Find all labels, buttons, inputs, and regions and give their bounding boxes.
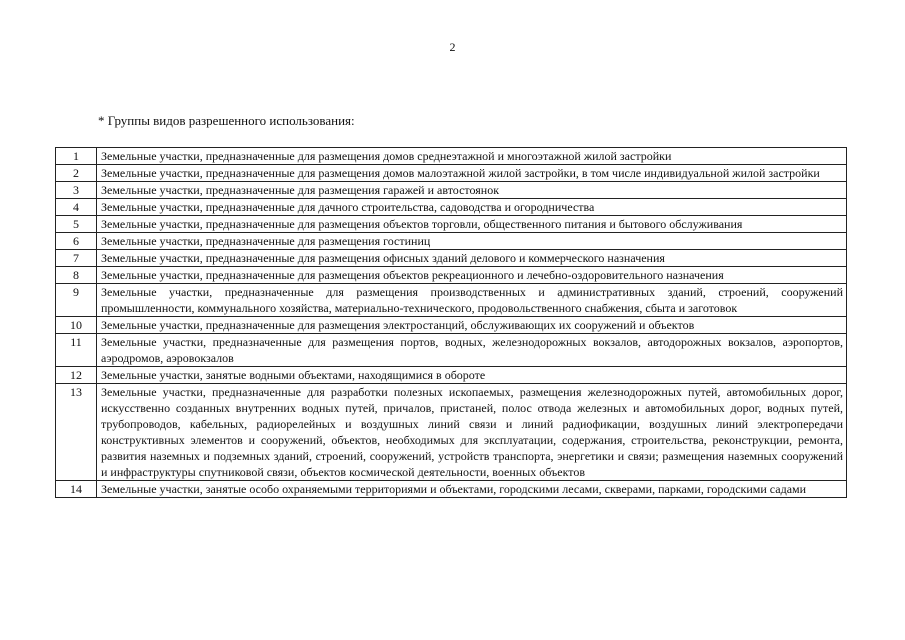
table-row bbox=[56, 267, 847, 284]
row-text: Земельные участки, занятые особо охраняемыми территориями и объектами, городскими лесами, скверами, парками, городскими садами bbox=[97, 481, 847, 498]
row-number: 13 bbox=[56, 384, 97, 481]
row-text: Земельные участки, предназначенные для размещения объектов торговли, общественного питания и бытового обслуживания bbox=[97, 216, 847, 233]
row-text: Земельные участки, предназначенные для размещения гаражей и автостоянок bbox=[97, 182, 847, 199]
table-row bbox=[56, 284, 847, 317]
row-text: Земельные участки, предназначенные для размещения домов малоэтажной жилой застройки, в том числе индивидуальной жилой застройки bbox=[97, 165, 847, 182]
row-number: 12 bbox=[56, 367, 97, 384]
table-row bbox=[56, 367, 847, 384]
row-text: Земельные участки, предназначенные для размещения домов среднеэтажной и многоэтажной жилой застройки bbox=[97, 148, 847, 165]
row-number: 8 bbox=[56, 267, 97, 284]
row-number: 6 bbox=[56, 233, 97, 250]
row-number: 7 bbox=[56, 250, 97, 267]
row-number: 14 bbox=[56, 481, 97, 498]
row-number: 1 bbox=[56, 148, 97, 165]
row-number: 3 bbox=[56, 182, 97, 199]
table-row bbox=[56, 317, 847, 334]
row-number: 10 bbox=[56, 317, 97, 334]
table-row bbox=[56, 182, 847, 199]
table-row bbox=[56, 165, 847, 182]
page-number: 2 bbox=[449, 40, 456, 54]
table-row bbox=[56, 216, 847, 233]
row-text: Земельные участки, предназначенные для размещения объектов рекреационного и лечебно-оздоровительного назначения bbox=[97, 267, 847, 284]
row-text: Земельные участки, предназначенные для дачного строительства, садоводства и огородничества bbox=[97, 199, 847, 216]
row-text: Земельные участки, предназначенные для размещения офисных зданий делового и коммерческого назначения bbox=[97, 250, 847, 267]
table-row bbox=[56, 250, 847, 267]
table-row bbox=[56, 199, 847, 216]
row-number: 4 bbox=[56, 199, 97, 216]
row-text: Земельные участки, предназначенные для размещения гостиниц bbox=[97, 233, 847, 250]
row-number: 9 bbox=[56, 284, 97, 317]
row-text: Земельные участки, предназначенные для размещения электростанций, обслуживающих их сооружений и объектов bbox=[97, 317, 847, 334]
row-text: Земельные участки, занятые водными объектами, находящимися в обороте bbox=[97, 367, 847, 384]
row-text: Земельные участки, предназначенные для разработки полезных ископаемых, размещения железнодорожных путей, автомобильных дорог, искусственно созданных внутренних водных путей, причалов, пристаней, полос отвода железных и автомобильных дорог, водных путей, трубопроводов, кабельных, радиорелейных и воздушных линий связи и линий радиофикации, воздушных линий электропередачи конструктивных элементов и сооружений, объектов, необходимых для эксплуатации, содержания, строительства, реконструкции, ремонта, развития наземных и подземных зданий, строений, сооружений, устройств транспорта, энергетики и связи; размещения наземных сооружений и инфраструктуры спутниковой связи, объектов космической деятельности, военных объектов bbox=[97, 384, 847, 481]
row-number: 2 bbox=[56, 165, 97, 182]
row-number: 5 bbox=[56, 216, 97, 233]
table-row bbox=[56, 384, 847, 481]
row-text: Земельные участки, предназначенные для размещения производственных и административных зданий, строений, сооружений промышленности, коммунального хозяйства, материально-технического, продовольственного снабжения, сбыта и заготовок bbox=[97, 284, 847, 317]
table-row bbox=[56, 481, 847, 498]
row-text: Земельные участки, предназначенные для размещения портов, водных, железнодорожных вокзалов, автодорожных вокзалов, аэропортов, аэродромов, аэровокзалов bbox=[97, 334, 847, 367]
table-row bbox=[56, 148, 847, 165]
table-row bbox=[56, 334, 847, 367]
table-row bbox=[56, 233, 847, 250]
row-number: 11 bbox=[56, 334, 97, 367]
land-use-groups-table bbox=[55, 147, 847, 498]
section-heading: * Группы видов разрешенного использования: bbox=[98, 113, 355, 128]
